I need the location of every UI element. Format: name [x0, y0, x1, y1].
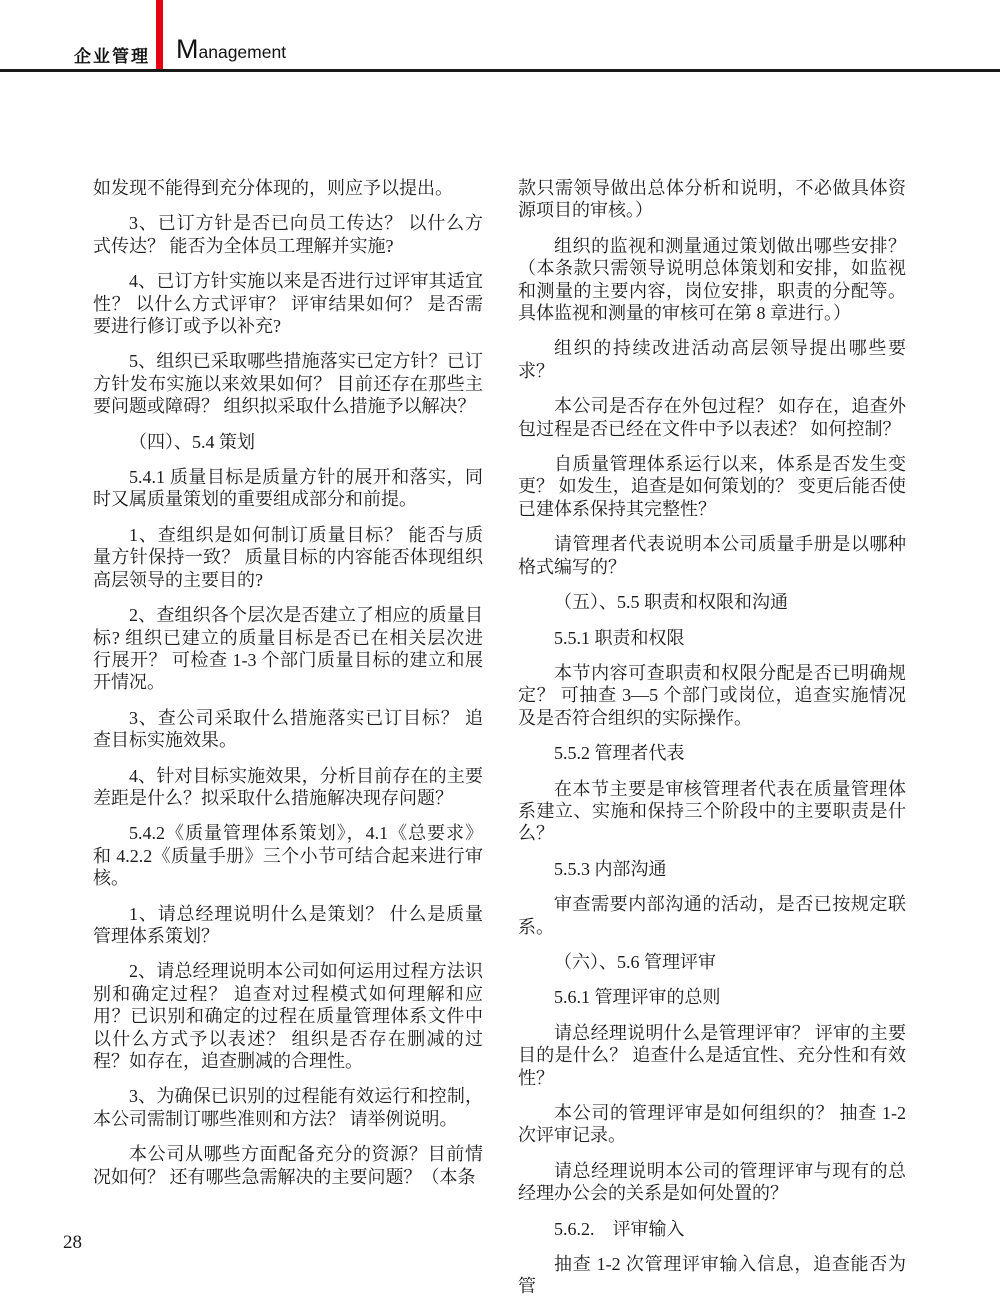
paragraph: 4、针对目标实施效果，分析目前存在的主要差距是什么？拟采取什么措施解决现存问题？	[93, 765, 483, 808]
section-title-chinese: 企业管理	[74, 47, 150, 66]
paragraph: 5.5.2 管理者代表	[554, 743, 685, 764]
paragraph: 如发现不能得到充分体现的，则应予以提出。	[93, 178, 453, 198]
paragraph: 请总经理说明本公司的管理评审与现有的总经理办公会的关系是如何处置的？	[518, 1160, 906, 1204]
paragraph: 2、请总经理说明本公司如何运用过程方法识别和确定过程？ 追查对过程模式如何理解和应用？已识别和确定的过程在质量管理体系文件中以什么方式予以表述？ 组织是否存在删减的过程？如存在，追查删减的合理性。	[93, 961, 483, 1071]
paragraph: 4、已订方针实施以来是否进行过评审其适宜性？ 以什么方式评审？ 评审结果如何？ 是否需要进行修订或予以补充?	[93, 271, 483, 337]
paragraph: 5.4.1 质量目标是质量方针的展开和落实，同时又属质量策划的重要组成部分和前提。	[93, 467, 483, 510]
paragraph: 1、请总经理说明什么是策划？ 什么是质量管理体系策划？	[93, 903, 483, 946]
paragraph: 5.5.3 内部沟通	[554, 858, 667, 879]
paragraph: 5、组织已采取哪些措施落实已定方针？已订方针发布实施以来效果如何？ 目前还存在那些主要问题或障碍？ 组织拟采取什么措施予以解决？	[93, 351, 483, 417]
paragraph: 本节内容可查职责和权限分配是否已明确规定？ 可抽查 3—5 个部门或岗位，追查实施情况及是否符合组织的实际操作。	[518, 662, 906, 728]
page-number: 28	[63, 1232, 82, 1253]
paragraph: 请总经理说明什么是管理评审？ 评审的主要目的是什么？ 追查什么是适宜性、充分性和有效性？	[518, 1022, 906, 1088]
paragraph: 本公司是否存在外包过程？ 如存在，追查外包过程是否已经在文件中予以表述？ 如何控制？	[518, 396, 906, 439]
article-body	[93, 177, 906, 1300]
section-title-english-initial: M	[176, 34, 199, 64]
paragraph: 5.4.2《质量管理体系策划》，4.1《总要求》和 4.2.2《质量手册》三个小节可结合起来进行审核。	[93, 823, 483, 889]
paragraph: 5.6.1 管理评审的总则	[554, 987, 721, 1008]
paragraph: 组织的监视和测量通过策划做出哪些安排？（本条款只需领导说明总体策划和安排，如监视和测量的主要内容，岗位安排，职责的分配等。具体监视和测量的审核可在第 8 章进行。）	[518, 235, 906, 324]
paragraph: 3、已订方针是否已向员工传达？ 以什么方式传达？ 能否为全体员工理解并实施?	[93, 213, 483, 256]
paragraph: 5.5.1 职责和权限	[554, 627, 685, 648]
paragraph: （六）、5.6 管理评审	[554, 951, 716, 972]
paragraph: 自质量管理体系运行以来，体系是否发生变更？ 如发生，追查是如何策划的？ 变更后能否使已建体系保持其完整性？	[518, 454, 906, 519]
header-accent-bar	[156, 0, 163, 71]
paragraph: 在本节主要是审核管理者代表在质量管理体系建立、实施和保持三个阶段中的主要职责是什么？	[518, 778, 906, 844]
paragraph: 1、查组织是如何制订质量目标？ 能否与质量方针保持一致？ 质量目标的内容能否体现组织高层领导的主要目的?	[93, 524, 483, 590]
paragraph: 2、查组织各个层次是否建立了相应的质量目标? 组织已建立的质量目标是否已在相关层次进行展开？ 可检查 1-3 个部门质量目标的建立和展开情况。	[93, 605, 483, 693]
paragraph: （五）、5.5 职责和权限和沟通	[554, 592, 788, 613]
paragraph: 本公司从哪些方面配备充分的资源？目前情况如何？ 还有哪些急需解决的主要问题？（本条	[93, 1144, 483, 1187]
header-rule	[0, 69, 1000, 72]
paragraph: 组织的持续改进活动高层领导提出哪些要求？	[518, 338, 906, 381]
paragraph: 审查需要内部沟通的活动，是否已按规定联系。	[518, 894, 906, 937]
right-column	[518, 177, 906, 1300]
left-column	[93, 177, 483, 1300]
paragraph: 请管理者代表说明本公司质量手册是以哪种格式编写的？	[518, 534, 906, 577]
paragraph: 本公司的管理评审是如何组织的？ 抽查 1-2 次评审记录。	[518, 1103, 906, 1146]
paragraph: （四）、5.4 策划	[129, 431, 255, 452]
paragraph: 款只需领导做出总体分析和说明，不必做具体资源项目的审核。）	[518, 178, 906, 221]
paragraph: 3、为确保已识别的过程能有效运行和控制，本公司需制订哪些准则和方法？ 请举例说明。	[93, 1086, 483, 1129]
paragraph: 5.6.2. 评审输入	[554, 1218, 685, 1239]
paragraph: 抽查 1-2 次管理评审输入信息，追查能否为管	[518, 1254, 906, 1297]
section-title-english-rest: anagement	[198, 42, 287, 62]
section-title-english	[176, 34, 286, 65]
paragraph: 3、查公司采取什么措施落实已订目标？ 追查目标实施效果。	[93, 707, 483, 751]
